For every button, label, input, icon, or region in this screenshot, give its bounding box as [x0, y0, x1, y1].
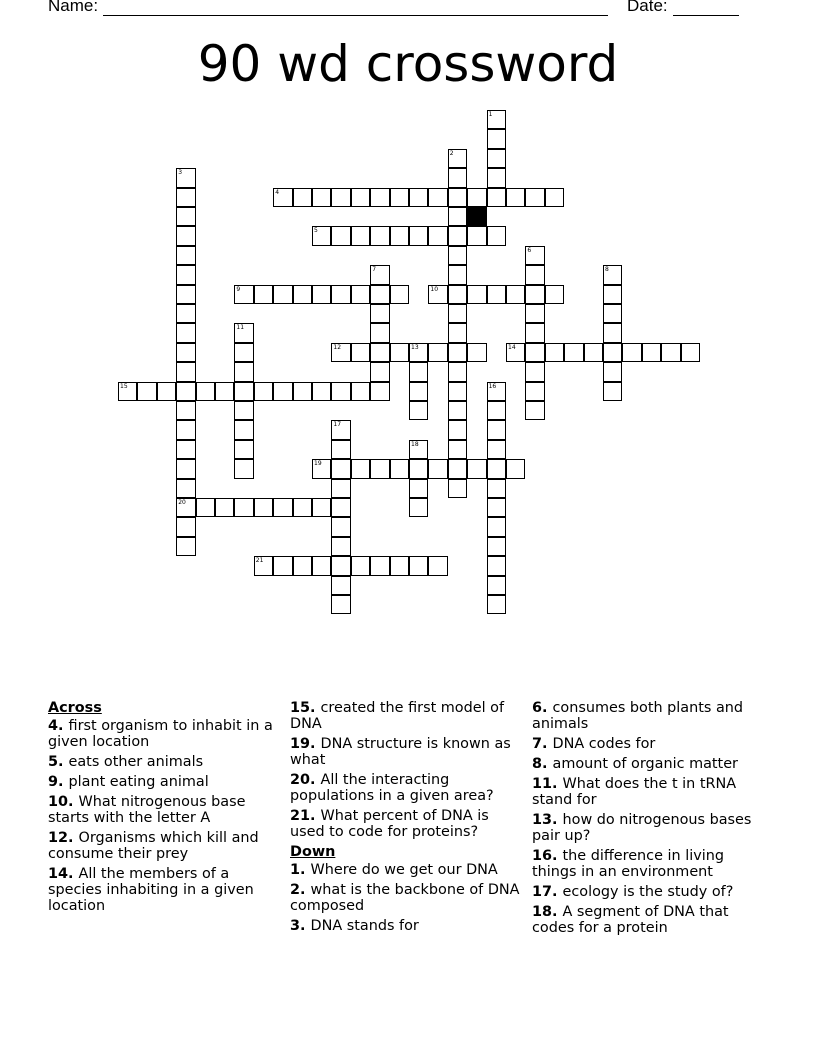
grid-cell[interactable] — [176, 440, 195, 459]
clue-text: What percent of DNA is used to code for proteins? — [290, 808, 489, 840]
cell-number: 15 — [120, 382, 128, 390]
grid-cell[interactable] — [312, 382, 331, 401]
clue-number: 13. — [532, 812, 563, 828]
grid-cell[interactable] — [487, 440, 506, 459]
clue-heading-across: Across — [48, 700, 102, 716]
grid-cell[interactable] — [409, 188, 428, 207]
grid-cell[interactable] — [487, 576, 506, 595]
grid-cell[interactable] — [176, 207, 195, 226]
grid-cell[interactable] — [351, 285, 370, 304]
clue-number: 19. — [290, 736, 321, 752]
date-label: Date: — [627, 0, 668, 15]
grid-cell[interactable] — [331, 459, 350, 478]
grid-cell[interactable] — [370, 304, 389, 323]
grid-cell[interactable] — [390, 188, 409, 207]
grid-cell[interactable] — [370, 362, 389, 381]
grid-cell[interactable] — [467, 343, 486, 362]
grid-cell[interactable] — [603, 304, 622, 323]
grid-cell[interactable] — [603, 382, 622, 401]
grid-cell[interactable] — [331, 537, 350, 556]
grid-cell[interactable] — [273, 556, 292, 575]
clue-number: 10. — [48, 794, 79, 810]
cell-number: 16 — [488, 382, 497, 390]
clue-text: Organisms which kill and consume their prey — [48, 830, 259, 862]
grid-cell[interactable] — [331, 226, 350, 245]
grid-cell[interactable] — [525, 401, 544, 420]
name-label: Name: — [48, 0, 99, 15]
grid-cell[interactable] — [487, 188, 506, 207]
grid-cell[interactable] — [176, 226, 195, 245]
clue-text: the difference in living things in an environment — [532, 848, 724, 880]
grid-cell[interactable] — [448, 382, 467, 401]
clue-number: 11. — [532, 776, 563, 792]
grid-cell[interactable] — [254, 382, 273, 401]
grid-cell[interactable] — [448, 285, 467, 304]
grid-cell[interactable] — [312, 188, 331, 207]
cell-number: 5 — [314, 227, 318, 235]
grid-cell[interactable] — [293, 498, 312, 517]
grid-cell[interactable] — [293, 556, 312, 575]
grid-cell[interactable] — [331, 420, 350, 439]
grid-cell[interactable] — [331, 285, 350, 304]
clue-item — [532, 756, 772, 772]
grid-cell[interactable] — [234, 420, 253, 439]
clue-number: 5. — [48, 754, 69, 770]
clue-text: DNA structure is known as what — [290, 736, 511, 768]
grid-cell[interactable] — [234, 285, 253, 304]
clue-number: 3. — [290, 918, 311, 934]
grid-cell[interactable] — [331, 556, 350, 575]
cell-number: 20 — [178, 499, 186, 506]
cell-number: 18 — [411, 440, 419, 448]
grid-cell[interactable] — [176, 362, 195, 381]
grid-cell[interactable] — [176, 246, 195, 265]
clue-column-2 — [290, 700, 522, 938]
grid-cell[interactable] — [176, 420, 195, 439]
grid-cell[interactable] — [603, 265, 622, 284]
grid-cell[interactable] — [351, 188, 370, 207]
grid-cell[interactable] — [390, 343, 409, 362]
grid-cell[interactable] — [448, 226, 467, 245]
grid-cell[interactable] — [176, 382, 195, 401]
clue-item — [290, 808, 522, 840]
clue-item — [290, 882, 522, 914]
grid-cell[interactable] — [487, 110, 506, 129]
grid-cell[interactable] — [370, 265, 389, 284]
clue-number: 20. — [290, 772, 321, 788]
grid-cell[interactable] — [331, 498, 350, 517]
grid-cell[interactable] — [331, 595, 350, 614]
grid-cell[interactable] — [234, 440, 253, 459]
grid-cell[interactable] — [370, 556, 389, 575]
grid-cell[interactable] — [351, 226, 370, 245]
grid-cell[interactable] — [409, 226, 428, 245]
clue-text: eats other animals — [68, 754, 204, 770]
grid-cell[interactable] — [351, 459, 370, 478]
grid-cell[interactable] — [409, 440, 428, 459]
clue-item — [532, 848, 772, 880]
grid-cell[interactable] — [428, 556, 447, 575]
grid-cell[interactable] — [448, 459, 467, 478]
grid-cell[interactable] — [312, 285, 331, 304]
clue-item — [290, 736, 522, 768]
grid-cell[interactable] — [176, 459, 195, 478]
grid-cell[interactable] — [234, 343, 253, 362]
clue-column-1 — [48, 700, 280, 918]
clue-item — [48, 866, 280, 914]
clue-text: what is the backbone of DNA composed — [290, 882, 520, 914]
grid-cell[interactable] — [234, 459, 253, 478]
clue-number: 7. — [532, 736, 553, 752]
grid-cell[interactable] — [428, 188, 447, 207]
grid-cell[interactable] — [409, 401, 428, 420]
grid-cell[interactable] — [525, 362, 544, 381]
clue-item — [290, 862, 522, 878]
cell-number: 19 — [314, 460, 322, 468]
grid-cell[interactable] — [351, 556, 370, 575]
clue-text: DNA codes for — [552, 736, 656, 752]
grid-cell[interactable] — [293, 382, 312, 401]
grid-cell[interactable] — [525, 343, 544, 362]
grid-cell[interactable] — [525, 246, 544, 265]
grid-cell[interactable] — [448, 246, 467, 265]
grid-cell[interactable] — [312, 226, 331, 245]
grid-cell[interactable] — [176, 537, 195, 556]
clue-item — [532, 700, 772, 732]
clue-text: What does the t in tRNA stand for — [532, 776, 737, 808]
grid-cell[interactable] — [545, 285, 564, 304]
grid-cell[interactable] — [487, 420, 506, 439]
clue-number: 4. — [48, 718, 69, 734]
cell-number: 8 — [605, 266, 609, 274]
grid-cell[interactable] — [681, 343, 700, 362]
grid-cell[interactable] — [409, 343, 428, 362]
grid-cell[interactable] — [603, 285, 622, 304]
grid-cell[interactable] — [448, 168, 467, 187]
grid-cell[interactable] — [176, 304, 195, 323]
grid-cell[interactable] — [409, 362, 428, 381]
clue-number: 12. — [48, 830, 79, 846]
grid-cell[interactable] — [564, 343, 583, 362]
grid-cell[interactable] — [370, 226, 389, 245]
grid-cell[interactable] — [351, 382, 370, 401]
grid-cell[interactable] — [448, 188, 467, 207]
cell-number: 9 — [236, 285, 241, 293]
grid-cell[interactable] — [448, 343, 467, 362]
grid-cell[interactable] — [622, 343, 641, 362]
grid-cell[interactable] — [545, 343, 564, 362]
grid-cell[interactable] — [487, 382, 506, 401]
clue-number: 15. — [290, 700, 321, 716]
cell-number: 21 — [255, 557, 264, 565]
cell-number: 7 — [372, 266, 377, 274]
grid-cell[interactable] — [661, 343, 680, 362]
cell-number: 10 — [430, 285, 439, 293]
grid-cell[interactable] — [603, 343, 622, 362]
grid-cell[interactable] — [487, 595, 506, 614]
grid-cell[interactable] — [467, 459, 486, 478]
grid-cell[interactable] — [273, 382, 292, 401]
cell-number: 4 — [275, 188, 280, 196]
clue-item — [532, 776, 772, 808]
clue-item — [532, 884, 772, 900]
grid-cell[interactable] — [506, 343, 525, 362]
clue-number: 17. — [532, 884, 563, 900]
clue-number: 8. — [532, 756, 553, 772]
clue-text: Where do we get our DNA — [310, 862, 498, 878]
grid-cell[interactable] — [487, 129, 506, 148]
clue-text: A segment of DNA that codes for a protein — [532, 904, 729, 936]
clue-item — [532, 812, 772, 844]
grid-cell[interactable] — [370, 188, 389, 207]
grid-cell[interactable] — [390, 226, 409, 245]
grid-cell[interactable] — [506, 188, 525, 207]
clue-item — [290, 918, 522, 934]
grid-cell[interactable] — [176, 517, 195, 536]
clue-text: plant eating animal — [68, 774, 209, 790]
grid-cell[interactable] — [428, 285, 447, 304]
grid-cell[interactable] — [273, 498, 292, 517]
grid-cell[interactable] — [273, 188, 292, 207]
grid-cell[interactable] — [370, 382, 389, 401]
clue-item — [48, 754, 280, 770]
grid-cell[interactable] — [487, 168, 506, 187]
grid-cell[interactable] — [390, 459, 409, 478]
grid-cell[interactable] — [370, 459, 389, 478]
clue-heading-down: Down — [290, 844, 336, 860]
grid-cell[interactable] — [428, 226, 447, 245]
clue-item — [48, 830, 280, 862]
grid-cell[interactable] — [331, 479, 350, 498]
clue-text: first organism to inhabit in a given location — [48, 718, 273, 750]
grid-cell[interactable] — [506, 285, 525, 304]
grid-cell[interactable] — [331, 343, 350, 362]
cell-number: 17 — [333, 421, 342, 429]
cell-number: 3 — [178, 169, 183, 177]
grid-cell[interactable] — [448, 323, 467, 342]
grid-cell[interactable] — [487, 459, 506, 478]
grid-cell[interactable] — [487, 556, 506, 575]
grid-cell[interactable] — [234, 382, 253, 401]
grid-cell[interactable] — [312, 556, 331, 575]
clue-number: 21. — [290, 808, 321, 824]
grid-cell[interactable] — [448, 401, 467, 420]
grid-cell[interactable] — [409, 556, 428, 575]
clue-text: how do nitrogenous bases pair up? — [532, 812, 752, 844]
clue-number: 1. — [290, 862, 311, 878]
grid-cell[interactable] — [176, 285, 195, 304]
grid-cell[interactable] — [331, 576, 350, 595]
grid-cell[interactable] — [448, 479, 467, 498]
clue-item — [290, 700, 522, 732]
grid-cell[interactable] — [370, 343, 389, 362]
grid-cell[interactable] — [584, 343, 603, 362]
clue-number: 9. — [48, 774, 69, 790]
grid-cell[interactable] — [409, 382, 428, 401]
grid-cell[interactable] — [448, 149, 467, 168]
grid-cell[interactable] — [487, 517, 506, 536]
grid-cell[interactable] — [487, 226, 506, 245]
grid-cell[interactable] — [234, 498, 253, 517]
clue-item — [48, 718, 280, 750]
grid-cell[interactable] — [487, 401, 506, 420]
grid-cell[interactable] — [448, 265, 467, 284]
cell-number: 14 — [508, 343, 516, 351]
grid-cell[interactable] — [448, 207, 467, 226]
grid-cell[interactable] — [331, 517, 350, 536]
grid-cell[interactable] — [176, 498, 195, 517]
grid-cell[interactable] — [370, 323, 389, 342]
grid-cell[interactable] — [293, 188, 312, 207]
grid-cell[interactable] — [293, 285, 312, 304]
grid-cell[interactable] — [448, 362, 467, 381]
grid-cell[interactable] — [118, 382, 137, 401]
grid-cell[interactable] — [409, 479, 428, 498]
clue-item — [290, 772, 522, 804]
clue-text: All the members of a species inhabiting in a given location — [48, 866, 254, 914]
grid-cell[interactable] — [603, 323, 622, 342]
grid-cell[interactable] — [603, 362, 622, 381]
grid-cell[interactable] — [545, 188, 564, 207]
grid-cell[interactable] — [487, 498, 506, 517]
clue-item — [532, 904, 772, 936]
grid-cell[interactable] — [234, 323, 253, 342]
grid-cell[interactable] — [428, 459, 447, 478]
grid-cell[interactable] — [351, 343, 370, 362]
clue-item — [48, 774, 280, 790]
grid-cell[interactable] — [312, 459, 331, 478]
grid-cell[interactable] — [273, 285, 292, 304]
grid-cell[interactable] — [525, 285, 544, 304]
cell-number: 2 — [449, 149, 454, 157]
page-title: 90 wd crossword — [197, 35, 619, 93]
clue-number: 16. — [532, 848, 563, 864]
grid-cell[interactable] — [196, 498, 215, 517]
cell-number: 6 — [527, 246, 532, 254]
grid-cell[interactable] — [331, 188, 350, 207]
grid-cell[interactable] — [176, 323, 195, 342]
clue-number: 18. — [532, 904, 563, 920]
grid-cell[interactable] — [506, 459, 525, 478]
grid-cell[interactable] — [467, 285, 486, 304]
grid-cell[interactable] — [254, 498, 273, 517]
clue-number: 14. — [48, 866, 79, 882]
grid-cell[interactable] — [487, 285, 506, 304]
grid-cell[interactable] — [525, 323, 544, 342]
grid-cell[interactable] — [409, 498, 428, 517]
grid-cell[interactable] — [525, 265, 544, 284]
grid-cell[interactable] — [176, 479, 195, 498]
grid-cell[interactable] — [487, 149, 506, 168]
black-cell — [467, 207, 486, 226]
grid-cell[interactable] — [448, 420, 467, 439]
grid-cell[interactable] — [467, 226, 486, 245]
grid-cell[interactable] — [254, 285, 273, 304]
clue-text: All the interacting populations in a given area? — [290, 772, 494, 804]
clue-text: DNA stands for — [310, 918, 419, 934]
clue-item — [532, 736, 772, 752]
grid-cell[interactable] — [428, 343, 447, 362]
grid-cell[interactable] — [642, 343, 661, 362]
cell-number: 13 — [411, 343, 419, 351]
clue-text: created the first model of DNA — [290, 700, 505, 732]
grid-cell[interactable] — [234, 401, 253, 420]
grid-cell[interactable] — [176, 168, 195, 187]
clue-item — [48, 794, 280, 826]
grid-cell[interactable] — [525, 382, 544, 401]
grid-cell[interactable] — [390, 556, 409, 575]
cell-number: 1 — [488, 111, 493, 118]
grid-cell[interactable] — [312, 498, 331, 517]
grid-cell[interactable] — [448, 304, 467, 323]
grid-cell[interactable] — [137, 382, 156, 401]
grid-cell[interactable] — [448, 440, 467, 459]
grid-cell[interactable] — [370, 285, 389, 304]
grid-cell[interactable] — [487, 537, 506, 556]
grid-cell[interactable] — [331, 440, 350, 459]
grid-cell[interactable] — [176, 343, 195, 362]
clue-number: 6. — [532, 700, 553, 716]
grid-cell[interactable] — [215, 498, 234, 517]
grid-cell[interactable] — [409, 459, 428, 478]
clue-text: What nitrogenous base starts with the letter A — [48, 794, 246, 826]
grid-cell[interactable] — [176, 188, 195, 207]
cell-number: 12 — [333, 343, 342, 351]
grid-cell[interactable] — [467, 188, 486, 207]
grid-cell[interactable] — [176, 265, 195, 284]
clue-text: ecology is the study of? — [562, 884, 734, 900]
grid-cell[interactable] — [254, 556, 273, 575]
clue-number: 2. — [290, 882, 311, 898]
grid-cell[interactable] — [157, 382, 176, 401]
grid-cell[interactable] — [487, 479, 506, 498]
grid-cell[interactable] — [196, 382, 215, 401]
grid-cell[interactable] — [525, 304, 544, 323]
clue-text: amount of organic matter — [552, 756, 738, 772]
grid-cell[interactable] — [331, 382, 350, 401]
cell-number: 11 — [236, 324, 245, 332]
grid-cell[interactable] — [176, 401, 195, 420]
clue-text: consumes both plants and animals — [532, 700, 744, 732]
clue-column-3 — [532, 700, 772, 940]
grid-cell[interactable] — [390, 285, 409, 304]
grid-cell[interactable] — [525, 188, 544, 207]
grid-cell[interactable] — [234, 362, 253, 381]
grid-cell[interactable] — [215, 382, 234, 401]
